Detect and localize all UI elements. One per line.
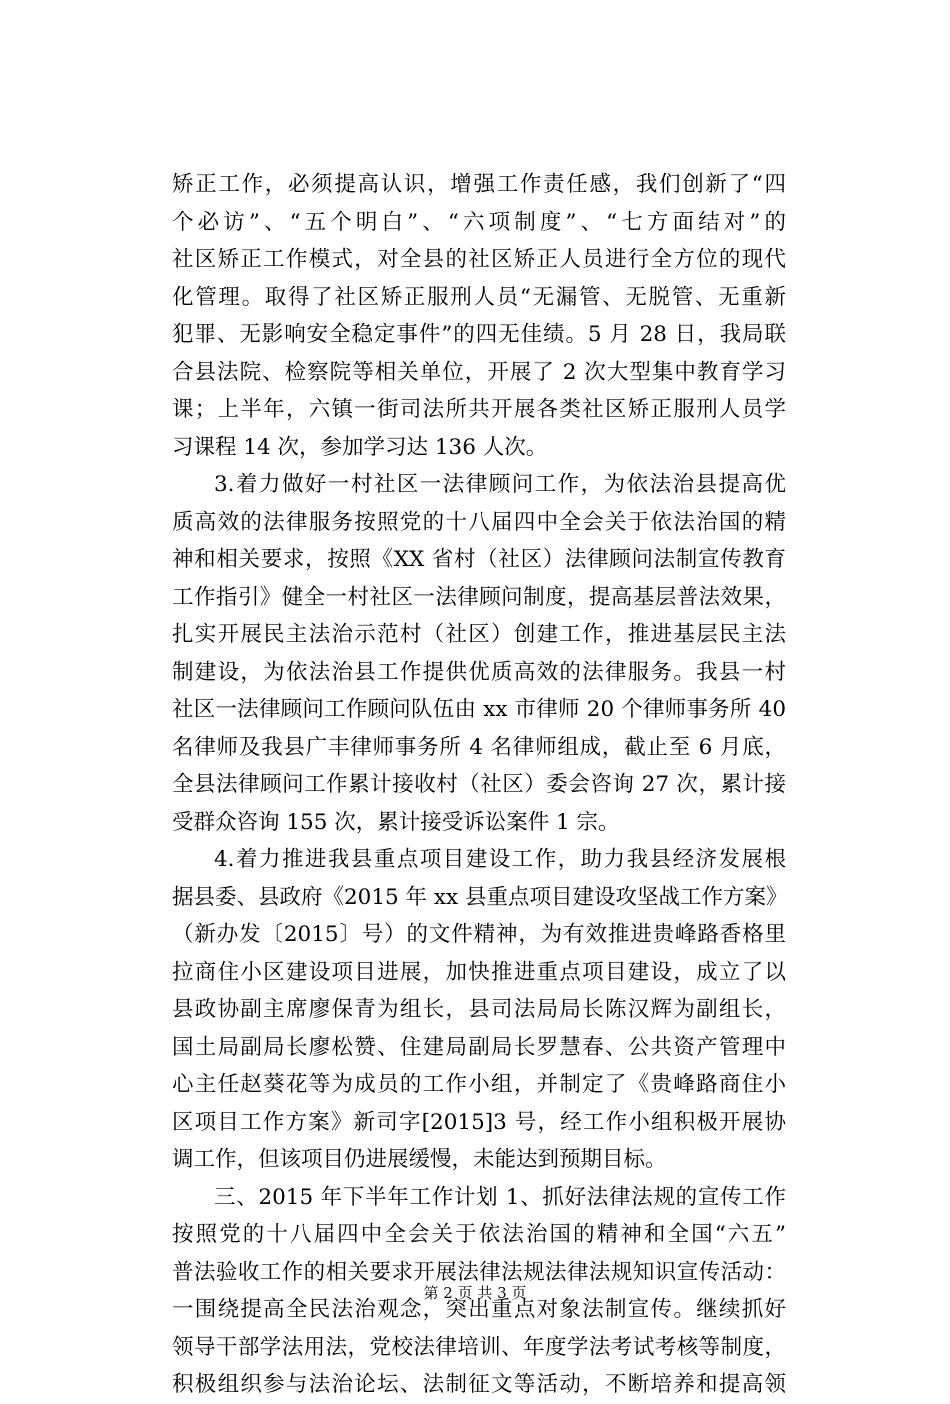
text-line: 合县法院、检察院等相关单位，开展了 2 次大型集中教育学习 bbox=[172, 359, 786, 385]
text-line: 领导干部学法用法，党校法律培训、年度学法考试考核等制度， bbox=[172, 1334, 786, 1360]
text-line: 按照党的十八届四中全会关于依法治国的精神和全国“六五” bbox=[172, 1222, 786, 1247]
text-line: 县政协副主席廖保青为组长，县司法局局长陈汉辉为副组长， bbox=[172, 997, 786, 1022]
text-line: 制建设，为依法治县工作提供优质高效的法律服务。我县一村 bbox=[172, 659, 786, 685]
document-body bbox=[172, 166, 786, 1404]
text-line: 社区矫正工作模式，对全县的社区矫正人员进行全方位的现代 bbox=[172, 247, 786, 272]
text-line: 个必访”、“五个明白”、“六项制度”、“七方面结对”的 bbox=[172, 209, 786, 235]
text-line: 名律师及我县广丰律师事务所 4 名律师组成，截止至 6 月底， bbox=[172, 734, 786, 760]
text-line: 区项目工作方案》新司字[2015]3 号，经工作小组积极开展协 bbox=[172, 1109, 786, 1135]
text-line: 国土局副局长廖松赞、住建局副局长罗慧春、公共资产管理中 bbox=[172, 1034, 786, 1060]
text-line: 矫正工作，必须提高认识，增强工作责任感，我们创新了“四 bbox=[172, 172, 786, 197]
text-line: 全县法律顾问工作累计接收村（社区）委会咨询 27 次，累计接 bbox=[172, 772, 786, 797]
text-line: 4.着力推进我县重点项目建设工作，助力我县经济发展根 bbox=[214, 847, 786, 872]
text-line: 犯罪、无影响安全稳定事件”的四无佳绩。5 月 28 日，我局联 bbox=[172, 322, 786, 347]
text-line: 社区一法律顾问工作顾问队伍由 xx 市律师 20 个律师事务所 40 bbox=[172, 697, 786, 722]
text-line: 3.着力做好一村社区一法律顾问工作，为依法治县提高优 bbox=[214, 472, 786, 497]
text-line: 受群众咨询 155 次，累计接受诉讼案件 1 宗。 bbox=[172, 809, 620, 835]
text-line: 工作指引》健全一村社区一法律顾问制度，提高基层普法效果， bbox=[172, 584, 786, 610]
text-line: 课；上半年，六镇一街司法所共开展各类社区矫正服刑人员学 bbox=[172, 397, 786, 422]
text-line: 积极组织参与法治论坛、法制征文等活动，不断培养和提高领 bbox=[172, 1372, 786, 1397]
text-line: 扎实开展民主法治示范村（社区）创建工作，推进基层民主法 bbox=[172, 622, 786, 647]
text-line: 化管理。取得了社区矫正服刑人员“无漏管、无脱管、无重新 bbox=[172, 284, 786, 310]
text-line: 普法验收工作的相关要求开展法律法规法律法规知识宣传活动： bbox=[172, 1259, 786, 1285]
text-line: 据县委、县政府《2015 年 xx 县重点项目建设攻坚战工作方案》 bbox=[172, 884, 788, 910]
text-line: 习课程 14 次，参加学习达 136 人次。 bbox=[172, 434, 548, 460]
text-line: 一围绕提高全民法治观念，突出重点对象法制宣传。继续抓好 bbox=[172, 1297, 786, 1322]
text-line: （新办发〔2015〕号）的文件精神，为有效推进贵峰路香格里 bbox=[172, 922, 786, 947]
text-line: 神和相关要求，按照《XX 省村（社区）法律顾问法制宣传教育 bbox=[172, 547, 786, 572]
text-line: 拉商住小区建设项目进展，加快推进重点项目建设，成立了以 bbox=[172, 959, 786, 985]
text-line: 三、2015 年下半年工作计划 1、抓好法律法规的宣传工作 bbox=[214, 1184, 786, 1210]
text-line: 质高效的法律服务按照党的十八届四中全会关于依法治国的精 bbox=[172, 509, 786, 535]
page-footer: 第 2 页 共 3 页 bbox=[423, 1284, 527, 1302]
text-line: 调工作，但该项目仍进展缓慢，未能达到预期目标。 bbox=[172, 1147, 667, 1172]
text-line: 心主任赵葵花等为成员的工作小组，并制定了《贵峰路商住小 bbox=[172, 1072, 786, 1097]
